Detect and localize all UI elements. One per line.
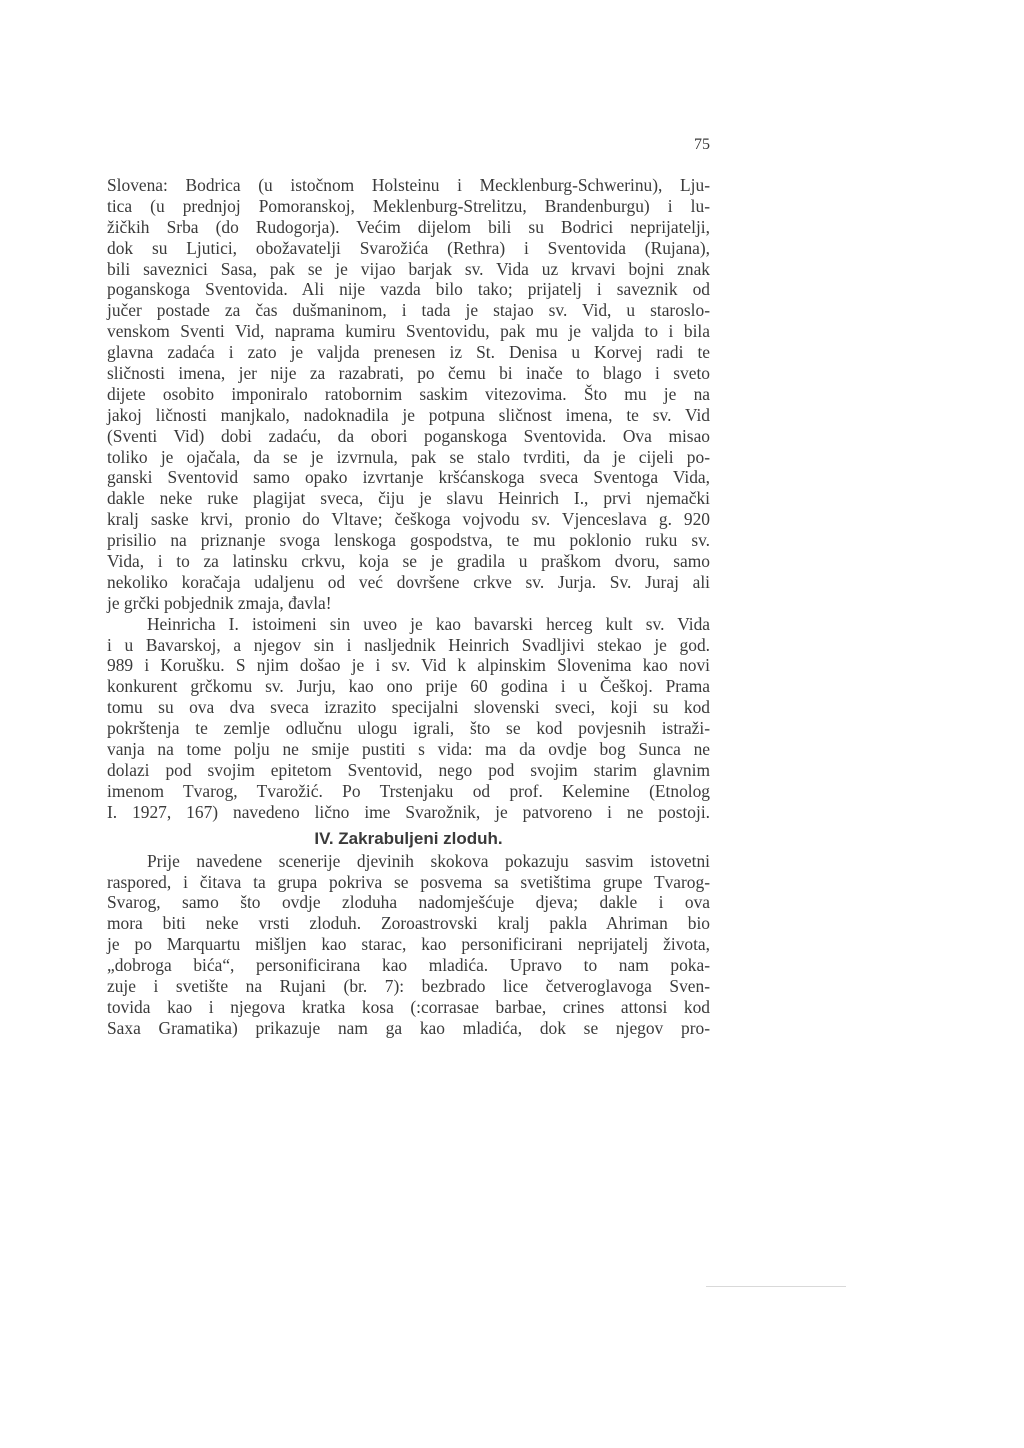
text-line: toliko je ojačala, da se je izvrnula, pak se stalo tvrditi, da je cijeli po- (107, 446, 710, 467)
text-line: Svarog, samo što ovdje zloduha nadomješćuje djeva; dakle i ova (107, 892, 710, 913)
text-line: imenom Tvarog, Tvarožić. Po Trstenjaku od prof. Kelemine (Etnolog (107, 780, 710, 801)
text-line: mora biti neke vrsti zloduh. Zoroastrovski kralj pakla Ahriman bio (107, 913, 710, 934)
text-line: venskom Sventi Vid, naprama kumiru Sventovidu, pak mu je valjda to i bila (107, 321, 710, 342)
text-line: poganskoga Sventovida. Ali nije vazda bilo tako; prijatelj i saveznik od (107, 279, 710, 300)
page-number: 75 (694, 136, 710, 153)
text-line: (Sventi Vid) dobi zadaću, da obori poganskoga Sventovida. Ova misao (107, 425, 710, 446)
text-line: raspored, i čitava ta grupa pokriva se posvema sa svetištima grupe Tvarog- (107, 871, 710, 892)
text-line: 989 i Korušku. S njim došao je i sv. Vid k alpinskim Slovenima kao novi (107, 655, 710, 676)
text-line: nekoliko koračaja udaljenu od već dovršene crkve sv. Jurja. Sv. Juraj ali (107, 571, 710, 592)
text-line: pokrštenja te zemlje odlučnu ulogu igrali, što se kod povjesnih istraži- (107, 718, 710, 739)
text-line: dakle neke ruke plagijat sveca, čiju je slavu Heinrich I., prvi njemački (107, 488, 710, 509)
text-line: konkurent grčkomu sv. Jurju, kao ono prije 60 godina i u Češkoj. Prama (107, 676, 710, 697)
text-line: jučer postade za čas dušmaninom, i tada je stajao sv. Vid, u staroslo- (107, 300, 710, 321)
text-line: zuje i svetište na Rujani (br. 7): bezbrado lice četveroglavoga Sven- (107, 975, 710, 996)
text-line: I. 1927, 167) navedeno lično ime Svarožnik, je patvoreno i ne postoji. (107, 801, 710, 822)
section-heading: IV. Zakrabuljeni zloduh. (314, 828, 503, 848)
text-line: ganski Sventovid samo opako izvrtanje kršćanskoga sveca Sventoga Vida, (107, 467, 710, 488)
text-line: Saxa Gramatika) prikazuje nam ga kao mladića, dok se njegov pro- (107, 1017, 710, 1038)
text-line: prisilio na priznanje svoga lenskoga gospodstva, te mu poklonio ruku sv. (107, 530, 710, 551)
text-line: kralj saske krvi, pronio do Vltave; češkoga vojvodu sv. Vjenceslava g. 920 (107, 509, 710, 530)
footer-divider (706, 1286, 846, 1287)
text-line: dok su Ljutici, obožavatelji Svarožića (Rethra) i Sventovida (Rujana), (107, 237, 710, 258)
text-line: Vida, i to za latinsku crkvu, koja se je gradila u praškom dvoru, samo (107, 551, 710, 572)
text-line: jakoj ličnosti manjkalo, nadoknadila je potpuna sličnost imena, te sv. Vid (107, 404, 710, 425)
text-line: Slovena: Bodrica (u istočnom Holsteinu i Mecklenburg-Schwerinu), Lju- (107, 175, 710, 195)
text-line: tica (u prednjoj Pomoranskoj, Meklenburg-Strelitzu, Brandenburgu) i lu- (107, 195, 710, 216)
text-line: je po Marquartu mišljen kao starac, kao personificirani neprijatelj života, (107, 934, 710, 955)
text-line: Prije navedene scenerije djevinih skokova pokazuju sasvim istovetni (147, 850, 710, 871)
text-line: vanja na tome polju ne smije pustiti s vida: ma da ovdje bog Sunca ne (107, 739, 710, 760)
text-line: dolazi pod svojim epitetom Sventovid, nego pod svojim starim glavnim (107, 759, 710, 780)
text-line: žičkih Srba (do Rudogorja). Većim dijelom bili su Bodrici neprijatelji, (107, 216, 710, 237)
text-line: dijete osobito imponiralo ratobornim saskim vitezovima. Što mu je na (107, 383, 710, 404)
text-line: i u Bavarskoj, a njegov sin i nasljednik Heinrich Svadljivi stekao je god. (107, 634, 710, 655)
text-line: Heinricha I. istoimeni sin uveo je kao bavarski herceg kult sv. Vida (147, 613, 710, 634)
paragraph-3 (107, 851, 710, 1039)
paragraph-1 (107, 175, 710, 614)
text-line: tomu su ova dva sveca izrazito specijalni slovenski sveci, koji su kod (107, 697, 710, 718)
paragraph-2 (107, 614, 710, 823)
text-line: glavna zadaća i zato je valjda prenesen iz St. Denisa u Korvej radi te (107, 342, 710, 363)
text-line: „dobroga bića“, personificirana kao mladića. Upravo to nam poka- (107, 955, 710, 976)
text-line: sličnosti imena, jer nije za razabrati, po čemu bi inače to blago i sveto (107, 363, 710, 384)
text-line: bili saveznici Sasa, pak se je vijao barjak sv. Vida uz krvavi bojni znak (107, 258, 710, 279)
text-line: tovida kao i njegova kratka kosa (:corrasae barbae, crines attonsi kod (107, 996, 710, 1017)
page-body (107, 175, 710, 1039)
text-line: je grčki pobjednik zmaja, đavla! (107, 592, 332, 613)
